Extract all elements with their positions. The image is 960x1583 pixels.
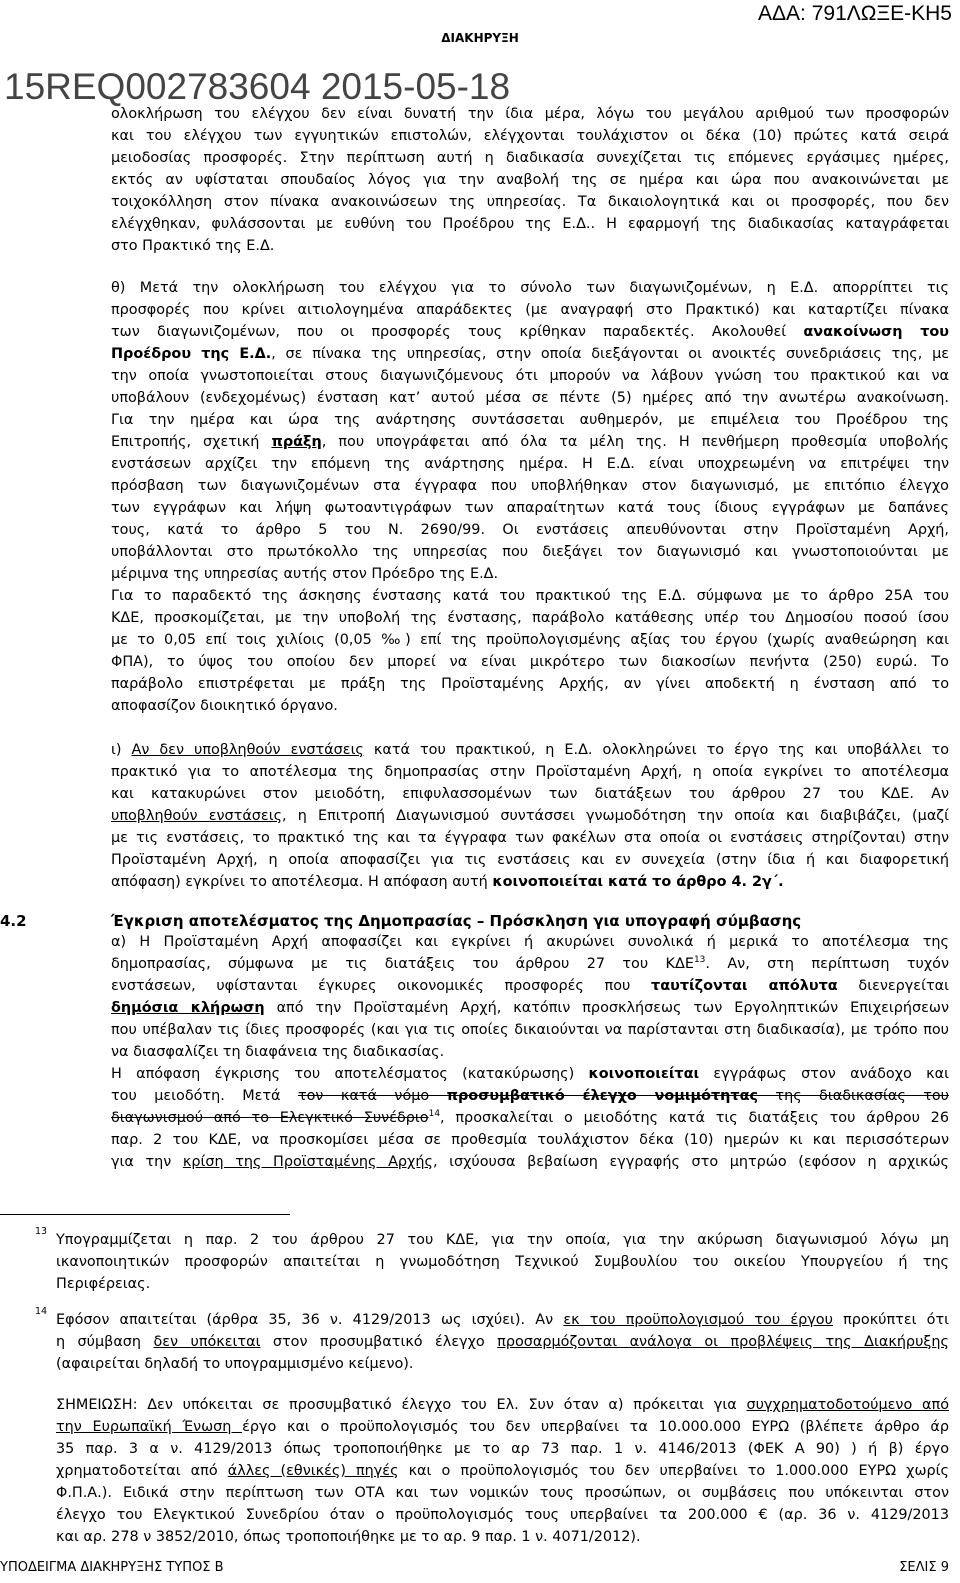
note-line: έλεγχο του Ελεγκτικού Συνεδρίου όταν ο προϋπολογισμός τους υπερβαίνει τα 200.000 € (αρ. 36 ν. 4129/2013 xyxy=(56,1507,949,1523)
footnote-line: (αφαιρείται δηλαδή το υπογραμμισμένο κείμενο). xyxy=(56,1356,414,1372)
text-line: προσφορές που κρίνει αιτιολογημένα απαράδεκτες (με αναγραφή στο Πρακτικό) και καταρτίζει πίνακα xyxy=(111,302,949,318)
text-line: να διασφαλίζει τη διαφάνεια της διαδικασίας. xyxy=(111,1044,445,1060)
footnote-line: Εφόσον απαιτείται (άρθρα 35, 36 ν. 4129/2013 ως ισχύει). Αν εκ του προϋπολογισμού του έργου προκύπτει ότι xyxy=(56,1312,949,1328)
text-line: αποφασίζον διοικητικό όργανο. xyxy=(111,698,338,714)
text-line: ενστάσεων, υφίστανται έγκυρες οικονομικές προσφορές που ταυτίζονται απόλυτα διενεργείται xyxy=(111,978,949,994)
text-line: των εγγράφων και λήψη φωτοαντιγράφων των απαραίτητων κατά τους ίδιους εγγράφων με δαπάνες xyxy=(111,500,949,516)
text-line: Για το παραδεκτό της άσκησης ένστασης κατά του πρακτικού της Ε.Δ. σύμφωνα με το άρθρο 25Α του xyxy=(111,588,949,604)
text-line: μειοδοσίας προσφορές. Στην περίπτωση αυτή η διαδικασία συνεχίζεται τις επόμενες εργάσιμες ημέρες, xyxy=(111,150,949,166)
text-line: απόφαση) εγκρίνει το αποτέλεσμα. Η απόφαση αυτή κοινοποιείται κατά το άρθρο 4. 2γ΄. xyxy=(111,874,784,890)
text-line: Για την ημέρα και ώρα της ανάρτησης συντάσσεται αυθημερόν, με επιμέλεια του Προέδρου της xyxy=(111,412,949,428)
text-line: των διαγωνιζομένων, που οι προσφορές τους κρίθηκαν παραδεκτές. Ακολουθεί ανακοίνωση του xyxy=(111,324,949,340)
text-line: Η απόφαση έγκρισης του αποτελέσματος (κατακύρωσης) κοινοποιείται εγγράφως στον ανάδοχο και xyxy=(111,1066,949,1082)
text-line: με τις ενστάσεις, το πρακτικό της και τα έγγραφα των φακέλων στα οποία οι ενστάσεις στηρίζονται) στην xyxy=(111,830,949,846)
note-line: την Ευρωπαϊκή Ένωση έργο και ο προϋπολογισμός του δεν υπερβαίνει τα 10.000.000 ΕΥΡΩ (βλέπετε άρθρο άρ xyxy=(56,1419,950,1435)
text-line: δημόσια κλήρωση από την Προϊσταμένη Αρχή, κατόπιν προσκλήσεως των Εργοληπτικών Επιχειρήσεων xyxy=(111,1000,949,1016)
text-line: τοιχοκόλληση στον πίνακα ανακοινώσεων της υπηρεσίας. Τα δικαιολογητικά και οι προσφορές, που δεν xyxy=(111,194,949,210)
reference-watermark: 15REQ002783604 2015-05-18 xyxy=(4,66,511,107)
text-line: ΚΔΕ, προσκομίζεται, με την υποβολή της ένστασης, παράβολο κατάθεσης υπέρ του Δημοσίου ποσού ίσου xyxy=(111,610,949,626)
text-line: μέριμνα της υπηρεσίας αυτής στον Πρόεδρο της Ε.Δ. xyxy=(111,566,499,582)
text-line: για την κρίση της Προϊσταμένης Αρχής, ισχύουσα βεβαίωση εγγραφής στο μητρώο (εφόσον η αρχικώς xyxy=(111,1154,949,1170)
text-line: τους, κατά το άρθρο 5 του Ν. 2690/99. Οι ενστάσεις απευθύνονται στην Προϊσταμένη Αρχή, xyxy=(111,522,949,538)
note-line: 35 παρ. 3 α ν. 4129/2013 όπως τροποποιήθηκε με το αρ 73 παρ. 1 ν. 4146/2013 (ΦΕΚ Α 90) ) ή β) έργο xyxy=(56,1441,949,1457)
footnote-line: Περιφέρειας. xyxy=(56,1276,151,1292)
text-line: α) Η Προϊσταμένη Αρχή αποφασίζει και εγκρίνει ή ακυρώνει συνολικά ή μερικά το αποτέλεσμα της xyxy=(111,934,949,950)
note-line: χρηματοδοτείται από άλλες (εθνικές) πηγές και ο προϋπολογισμός του δεν υπερβαίνει το 1.000.000 ΕΥΡΩ χωρίς xyxy=(56,1463,949,1479)
footer-template-label: ΥΠΟΔΕΙΓΜΑ ΔΙΑΚΗΡΥΞΗΣ ΤΥΠΟΣ Β xyxy=(0,1560,224,1575)
section-number: 4.2 xyxy=(0,912,27,930)
ada-code: ΑΔΑ: 791ΛΩΞΕ-ΚΗ5 xyxy=(758,2,952,25)
footnote-line: Υπογραμμίζεται η παρ. 2 του άρθρου 27 του ΚΔΕ, για την οποία, για την ακύρωση διαγωνισμού λόγω μη xyxy=(56,1232,949,1248)
text-line: Προέδρου της Ε.Δ., σε πίνακα της υπηρεσίας, στην οποία διεξάγονται οι ανοικτές συνεδριάσεις της, με xyxy=(111,346,950,362)
footnote-line: η σύμβαση δεν υπόκειται στον προσυμβατικό έλεγχο προσαρμόζονται ανάλογα οι προβλέψεις της Διακήρυξης xyxy=(56,1334,949,1350)
text-line: στο Πρακτικό της Ε.Δ. xyxy=(111,238,275,254)
text-line: ολοκλήρωση του ελέγχου δεν είναι δυνατή την ίδια μέρα, λόγω του μεγάλου αριθμού των προσφορών xyxy=(111,106,949,122)
text-line: ΦΠΑ), το ύψος του οποίου δεν μπορεί να είναι μικρότερο των διακοσίων πενήντα (250) ευρώ. Το xyxy=(111,654,949,670)
text-line: πρακτικό για το αποτέλεσμα της δημοπρασίας στην Προϊσταμένη Αρχή, η οποία εγκρίνει το αποτέλεσμα xyxy=(111,764,949,780)
text-line: του μειοδότη. Μετά τον κατά νόμο προσυμβατικό έλεγχο νομιμότητας της διαδικασίας του xyxy=(111,1088,949,1104)
section-title: Έγκριση αποτελέσματος της Δημοπρασίας – Πρόσκληση για υπογραφή σύμβασης xyxy=(111,912,802,930)
text-line: διαγωνισμού από το Ελεγκτικό Συνέδριο$^{14}$, προσκαλείται ο μειοδότης κατά τις διατάξεις του άρθρου 26 xyxy=(111,1109,949,1126)
footnote-separator xyxy=(0,1214,290,1215)
text-line: δημοπρασίας, σύμφωνα με τις διατάξεις του άρθρου 27 του ΚΔΕ$^{13}$. Αν, στη περίπτωση τυχόν xyxy=(111,955,949,972)
text-line: και του ελέγχου των εγγυητικών επιστολών, ελέγχονται τουλάχιστον οι δέκα (10) πρώτες κατά σειρά xyxy=(111,128,949,144)
text-line: ελέγχθηκαν, φυλάσσονται με ευθύνη του Προέδρου της Ε.Δ.. Η εφαρμογή της διαδικασίας καταγράφεται xyxy=(111,216,949,232)
text-line: Επιτροπής, σχετική πράξη, που υπογράφεται από όλα τα μέλη της. Η πενθήμερη προθεσμία υποβολής xyxy=(111,434,949,450)
footnote-line: ικανοποιητικών προσφορών απαιτείται η γνωμοδότηση Τεχνικού Συμβουλίου του οικείου Υπουργείου ή της xyxy=(56,1254,949,1270)
text-line: υποβληθούν ενστάσεις, η Επιτροπή Διαγωνισμού συντάσσει γνωμοδότηση την οποία και διαβιβάζει, (μαζί xyxy=(111,808,950,824)
text-line: υποβάλλονται στο πρωτόκολλο της υπηρεσίας που διεξάγει τον διαγωνισμό και γνωστοποιούνται με xyxy=(111,544,949,560)
text-line: με το 0,05 επί τοις χιλίοις (0,05 ‰) επί της προϋπολογισμένης αξίας του έργου (χωρίς αναθεώρηση και xyxy=(111,632,949,648)
text-line: ι) Αν δεν υποβληθούν ενστάσεις κατά του πρακτικού, η Ε.Δ. ολοκληρώνει το έργο της και υποβάλλει το xyxy=(111,742,949,758)
text-line: παρ. 2 του ΚΔΕ, να προσκομίσει μέσα σε προθεσμία τουλάχιστον δέκα (10) ημερών κι και περισσότερων xyxy=(111,1132,949,1148)
footnote-number: 14 xyxy=(35,1306,48,1317)
page-title: ΔΙΑΚΗΡΥΞΗ xyxy=(441,31,519,45)
text-line: παράβολο επιστρέφεται με πράξη της Προϊσταμένης Αρχής, αν γίνει αποδεκτή η ένσταση από το xyxy=(111,676,949,692)
note-line: Φ.Π.Α.). Ειδικά στην περίπτωση των ΟΤΑ και των νομικών τους προσώπων, οι συμβάσεις που υπόκεινται στον xyxy=(56,1485,949,1501)
footnote-number: 13 xyxy=(35,1226,48,1237)
text-line: την οποία γνωστοποιείται στους διαγωνιζόμενους ότι μπορούν να λάβουν γνώση του πρακτικού και να xyxy=(111,368,949,384)
text-line: πρόσβαση των διαγωνιζομένων στα έγγραφα που υποβλήθηκαν στον διαγωνισμό, με επιτόπιο έλεγχο xyxy=(111,478,949,494)
text-line: εκτός αν υφίσταται σπουδαίος λόγος για την αναβολή της σε ημέρα και ώρα που ανακοινώνεται με xyxy=(111,172,949,188)
text-line: και κατακυρώνει στον μειοδότη, επιφυλασσομένων των διατάξεων του άρθρου 27 του ΚΔΕ. Αν xyxy=(111,786,949,802)
text-line: θ) Μετά την ολοκλήρωση του ελέγχου για το σύνολο των διαγωνιζομένων, η Ε.Δ. απορρίπτει τις xyxy=(111,280,949,296)
note-line: και αρ. 278 ν 3852/2010, όπως τροποποιήθηκε με το αρ. 9 παρ. 1 ν. 4071/2012). xyxy=(56,1529,641,1545)
text-line: Προϊσταμένη Αρχή, η οποία αποφασίζει για τις ενστάσεις και εν συνεχεία (στην ίδια ή και διαφορετική xyxy=(111,852,949,868)
footer-page-number: ΣΕΛΙΣ 9 xyxy=(899,1560,949,1575)
text-line: που υπέβαλαν τις ίδιες προσφορές (και για τις οποίες δικαιούνται να παρίστανται στη διαδικασία), με τρόπο που xyxy=(111,1022,949,1038)
text-line: ενστάσεων αρχίζει την επόμενη της ανάρτησης ημέρα. Η Ε.Δ. είναι υποχρεωμένη να επιτρέψει την xyxy=(111,456,949,472)
text-line: υποβάλουν (ενδεχομένως) ένσταση κατ’ αυτού μέσα σε πέντε (5) ημέρες από την ανωτέρω ανακοίνωση. xyxy=(111,390,949,406)
note-line: ΣΗΜΕΙΩΣΗ: Δεν υπόκειται σε προσυμβατικό έλεγχο του Ελ. Συν όταν α) πρόκειται για συγχρηματοδοτούμενο από xyxy=(56,1397,949,1413)
